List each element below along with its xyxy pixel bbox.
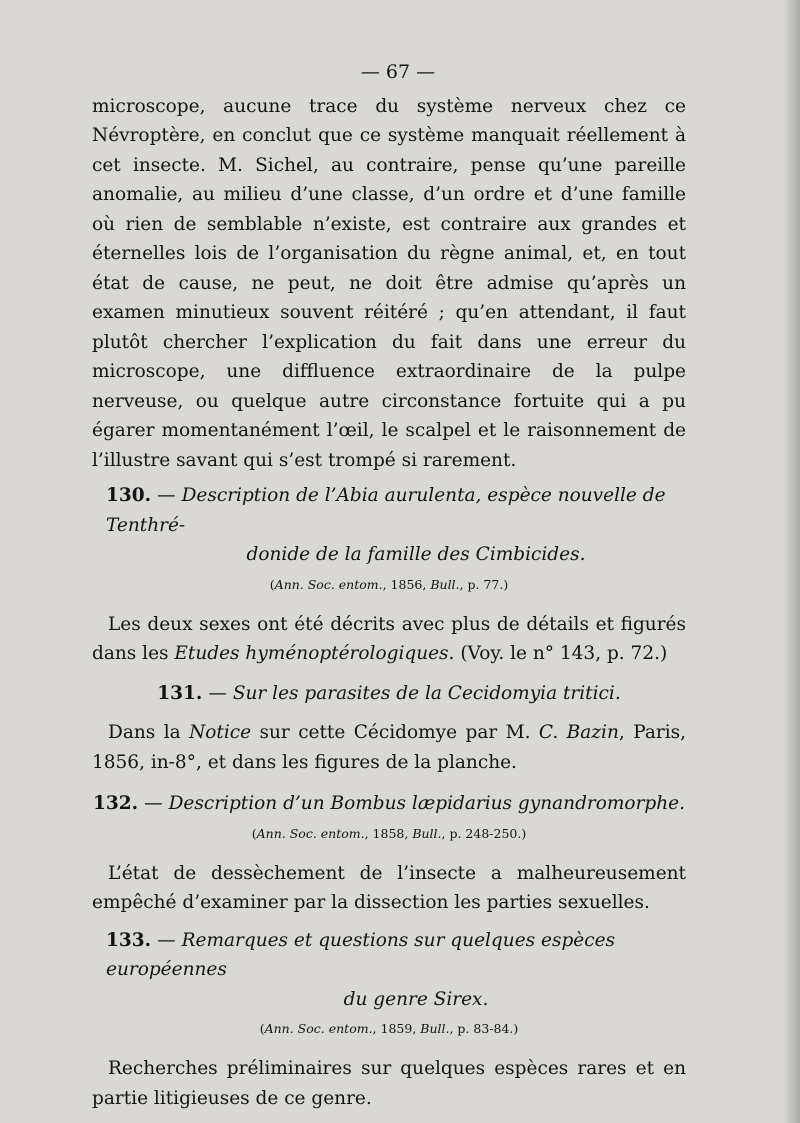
entry-body-text: Les deux sexes ont été décrits avec plus de détails et figurés dans les xyxy=(92,613,686,664)
citation-bull: Bull. xyxy=(412,825,442,841)
citation-page: , p. 248-250. xyxy=(441,825,522,841)
intro-paragraph: microscope, aucune trace du système nerveux chez ce Névroptère, en conclut que ce système manquait réellement à cet insecte. M. Sichel, au contraire, pense qu’une pareille anomalie, au milieu d’une classe, d’un ordre et d’une famille où rien de semblable n’existe, est contraire aux grandes et éternelles lois de l’organisation du règne animal, et, en tout état de cause, ne peut, ne doit être admise qu’après un examen minutieux souvent réitéré ; qu’en attendant, il faut plutôt chercher l’explication du fait dans une erreur du microscope, une diffluence extraordinaire de la pulpe nerveuse, ou quelque autre circonstance fortuite qui a pu égarer momentanément l’œil, le scalpel et le raisonnement de l’illustre savant qui s’est trompé si rarement. xyxy=(92,95,686,471)
entry-number: 131. xyxy=(157,682,203,704)
citation-bull: Bull. xyxy=(430,576,460,592)
citation-year: , 1858, xyxy=(364,825,413,841)
entry-title-line1: Sur les parasites de la Cecidomyia tritici. xyxy=(232,682,621,704)
entry-130-body xyxy=(92,610,686,669)
entry-body-mid: sur cette Cécidomye par M. xyxy=(251,722,539,743)
citation-page: , p. 77. xyxy=(459,576,504,592)
entry-130-citation: (Ann. Soc. entom., 1856, Bull., p. 77.) xyxy=(269,576,509,592)
entry-title-line1: Remarques et questions sur quelques espèces européennes xyxy=(106,929,616,980)
entry-133-title xyxy=(92,926,686,1015)
entry-number: 132. xyxy=(93,793,139,814)
entry-body-italic: Etudes hyménoptérologiques. xyxy=(174,643,455,664)
citation-year: , 1859, xyxy=(372,1021,421,1036)
entry-body-ref: (Voy. le n° 143, p. 72.) xyxy=(454,643,668,664)
entry-title-line2: donide de la famille des Cimbicides. xyxy=(246,544,586,565)
entry-133-body: Recherches préliminaires sur quelques espèces rares et en partie litigieuses de ce genre. xyxy=(92,1058,686,1109)
page-number: — 67 — xyxy=(360,61,436,83)
page-edge xyxy=(784,0,800,1123)
entry-number: 133. xyxy=(106,929,152,951)
entry-body-author: C. Bazin xyxy=(538,722,619,743)
citation-source: Ann. Soc. entom. xyxy=(264,1021,373,1036)
entry-132-citation: (Ann. Soc. entom., 1858, Bull., p. 248-250.) xyxy=(251,825,527,841)
citation-page: , p. 83-84. xyxy=(449,1021,514,1036)
entry-131-body xyxy=(92,718,686,777)
citation-source: Ann. Soc. entom. xyxy=(274,576,383,592)
page-content xyxy=(92,58,686,1113)
citation-source: Ann. Soc. entom. xyxy=(256,825,365,841)
entry-132-title xyxy=(92,789,686,819)
entry-title-line1: Description de l’Abia aurulenta, espèce nouvelle de Tenthré- xyxy=(106,485,666,536)
entry-dash: — xyxy=(208,682,227,704)
entry-131-title xyxy=(92,679,686,709)
entry-dash: — xyxy=(157,929,176,951)
citation-year: , 1856, xyxy=(382,576,431,592)
citation-bull: Bull. xyxy=(420,1021,450,1036)
entry-dash: — xyxy=(144,793,163,814)
entry-133-citation: (Ann. Soc. entom., 1859, Bull., p. 83-84.) xyxy=(259,1021,519,1036)
entry-body-text: Dans la xyxy=(108,722,190,743)
entry-dash: — xyxy=(157,485,176,506)
entry-number: 130. xyxy=(106,485,152,506)
entry-132-body: L’état de dessèchement de l’insecte a malheureusement empêché d’examiner par la dissection les parties sexuelles. xyxy=(92,862,686,913)
entry-body-notice: Notice xyxy=(189,722,252,743)
entry-title-line1: Description d’un Bombus læpidarius gynandromorphe. xyxy=(168,793,685,814)
entry-title-line2: du genre Sirex. xyxy=(343,988,489,1010)
entry-body-post: , Paris, 1856, in-8°, et dans les figures de la planche. xyxy=(92,722,686,773)
entry-130-title xyxy=(92,481,686,570)
